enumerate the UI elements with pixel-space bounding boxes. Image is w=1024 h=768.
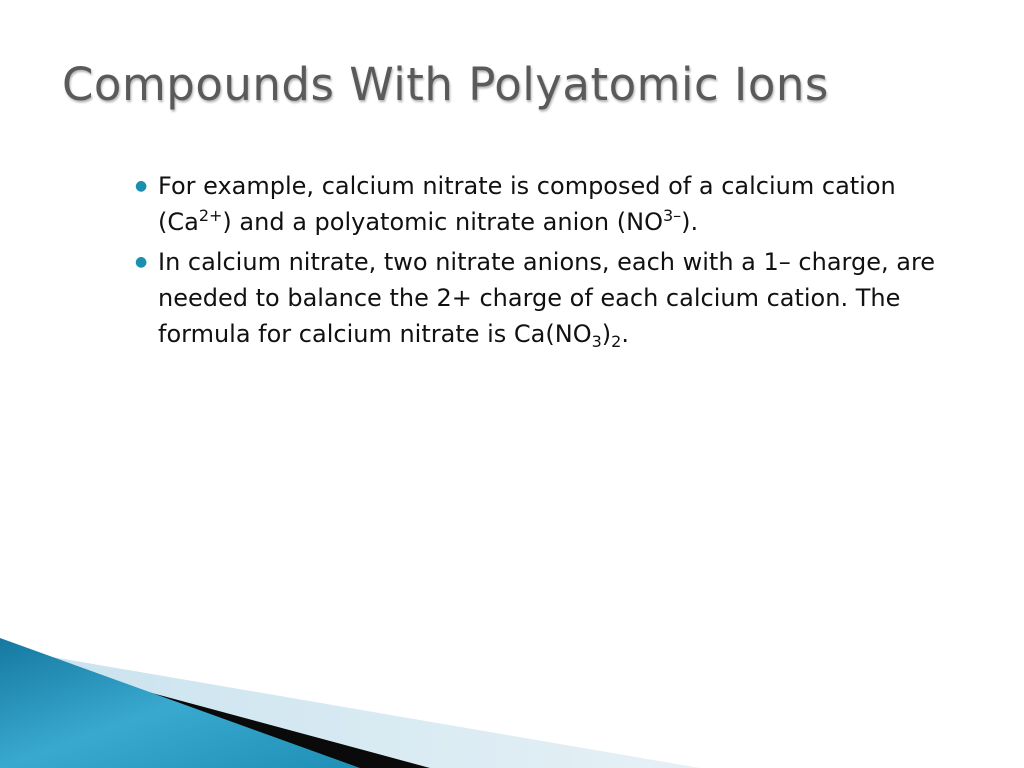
bullet-dot-icon: ●	[135, 254, 148, 270]
charge-superscript: 2+	[198, 206, 223, 225]
bullet-list	[130, 168, 960, 356]
formula-subscript: 2	[611, 332, 622, 351]
bullet-item-calcium-nitrate-formula	[130, 244, 960, 352]
formula-subscript: 3	[591, 332, 602, 351]
bullet-item-calcium-nitrate-composition	[130, 168, 960, 240]
charge-superscript: 3–	[662, 206, 682, 225]
slide-title: Compounds With Polyatomic Ions	[62, 58, 829, 111]
bullet-text: For example, calcium nitrate is composed of a calcium cation $(Ca^{2+})$ and a polyatomic nitrate anion $(NO^{3-})$.	[158, 172, 896, 236]
slide-corner-decoration	[0, 638, 1024, 768]
bullet-dot-icon: ●	[135, 178, 148, 194]
bullet-text: In calcium nitrate, two nitrate anions, each with a 1– charge, are needed to balance the 2+ charge of each calcium cation. The formula for calcium nitrate is $Ca(NO_3)_2$.	[158, 248, 936, 351]
